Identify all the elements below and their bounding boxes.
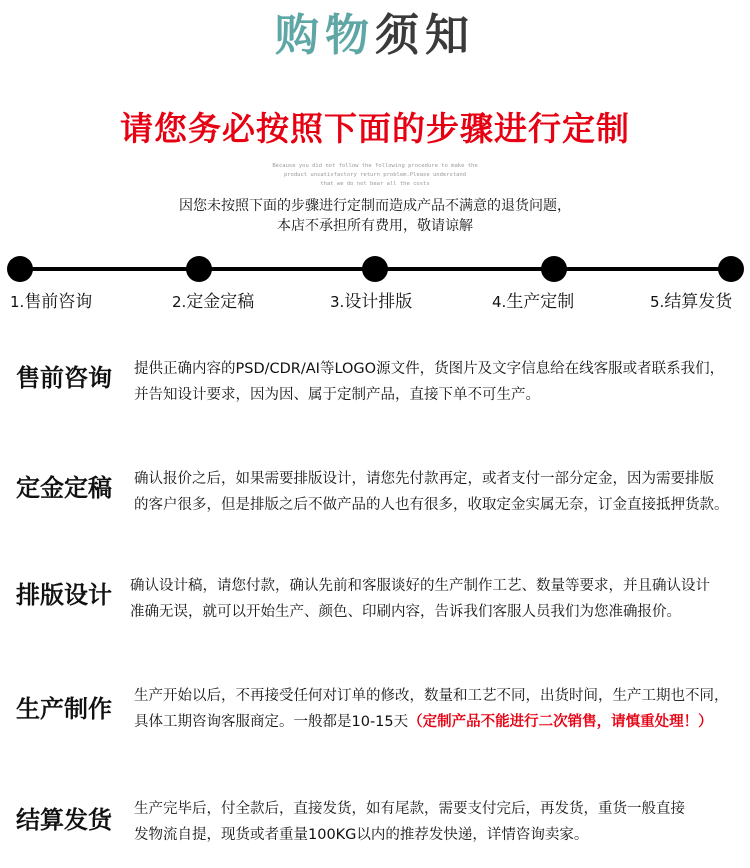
section-line: 发物流自提，现货或者重量100KG以内的推荐发快递，详情咨询卖家。 <box>134 827 589 843</box>
step-5: 5.结算发货 <box>650 292 733 312</box>
section-heading: 售前咨询 <box>16 364 112 392</box>
timeline-dot <box>362 256 388 282</box>
section-body <box>134 466 729 518</box>
title-part-1: 购物 <box>275 10 375 61</box>
step-1: 1.售前咨询 <box>10 292 93 312</box>
english-note-line: that we do not bear all the costs <box>320 181 430 187</box>
section-heading: 结算发货 <box>16 806 112 834</box>
section-line: 并告知设计要求，因为因、属于定制产品，直接下单不可生产。 <box>134 387 540 403</box>
timeline-dot <box>186 256 212 282</box>
section-line: 准确无误，就可以开始生产、颜色、印刷内容，告诉我们客服人员我们为您准确报价。 <box>130 604 681 620</box>
page-title <box>0 8 750 64</box>
section-heading: 定金定稿 <box>16 474 112 502</box>
section-line: 确认设计稿，请您付款，确认先前和客服谈好的生产制作工艺、数量等要求，并且确认设计 <box>130 578 710 594</box>
instruction-banner: 请您务必按照下面的步骤进行定制 <box>120 109 630 148</box>
section-line: 生产完毕后，付全款后，直接发货，如有尾款，需要支付完后，再发货，重货一般直接 <box>134 801 685 817</box>
process-steps <box>0 290 750 316</box>
step-3: 3.设计排版 <box>330 292 413 312</box>
section-body <box>130 573 710 625</box>
section-body <box>134 356 724 408</box>
section-line: 确认报价之后，如果需要排版设计，请您先付款再定，或者支付一部分定金，因为需要排版 <box>134 471 714 487</box>
notice-line: 本店不承担所有费用，敬请谅解 <box>277 218 473 234</box>
section-line: 提供正确内容的PSD/CDR/AI等LOGO源文件，货图片及文字信息给在线客服或者联系我们， <box>134 361 725 377</box>
warning-text: （定制产品不能进行二次销售，请慎重处理！） <box>408 714 713 730</box>
step-4: 4.生产定制 <box>492 292 575 312</box>
section-body <box>134 683 729 735</box>
timeline-dot <box>7 256 33 282</box>
english-note-line: Because you did not follow the following procedure to make the <box>272 163 478 169</box>
timeline-dot <box>718 256 744 282</box>
process-timeline <box>0 254 750 284</box>
title-part-2: 须知 <box>375 10 475 61</box>
english-note-line: product unsatisfactory return problem.Please understand <box>283 172 467 178</box>
section-line: 生产开始以后，不再接受任何对订单的修改，数量和工艺不同，出货时间，生产工期也不同， <box>134 688 729 704</box>
notice-line: 因您未按照下面的步骤进行定制而造成产品不满意的退货问题， <box>179 198 571 214</box>
return-notice <box>0 196 750 236</box>
section-body <box>134 796 685 848</box>
english-note <box>0 162 750 189</box>
timeline-dot <box>541 256 567 282</box>
section-line: 具体工期咨询客服商定。一般都是10-15天（定制产品不能进行二次销售，请慎重处理！） <box>134 714 713 730</box>
step-2: 2.定金定稿 <box>172 292 255 312</box>
section-heading: 生产制作 <box>16 695 112 723</box>
section-line: 的客户很多，但是排版之后不做产品的人也有很多，收取定金实属无奈，订金直接抵押货款。 <box>134 497 729 513</box>
section-heading: 排版设计 <box>16 581 112 609</box>
